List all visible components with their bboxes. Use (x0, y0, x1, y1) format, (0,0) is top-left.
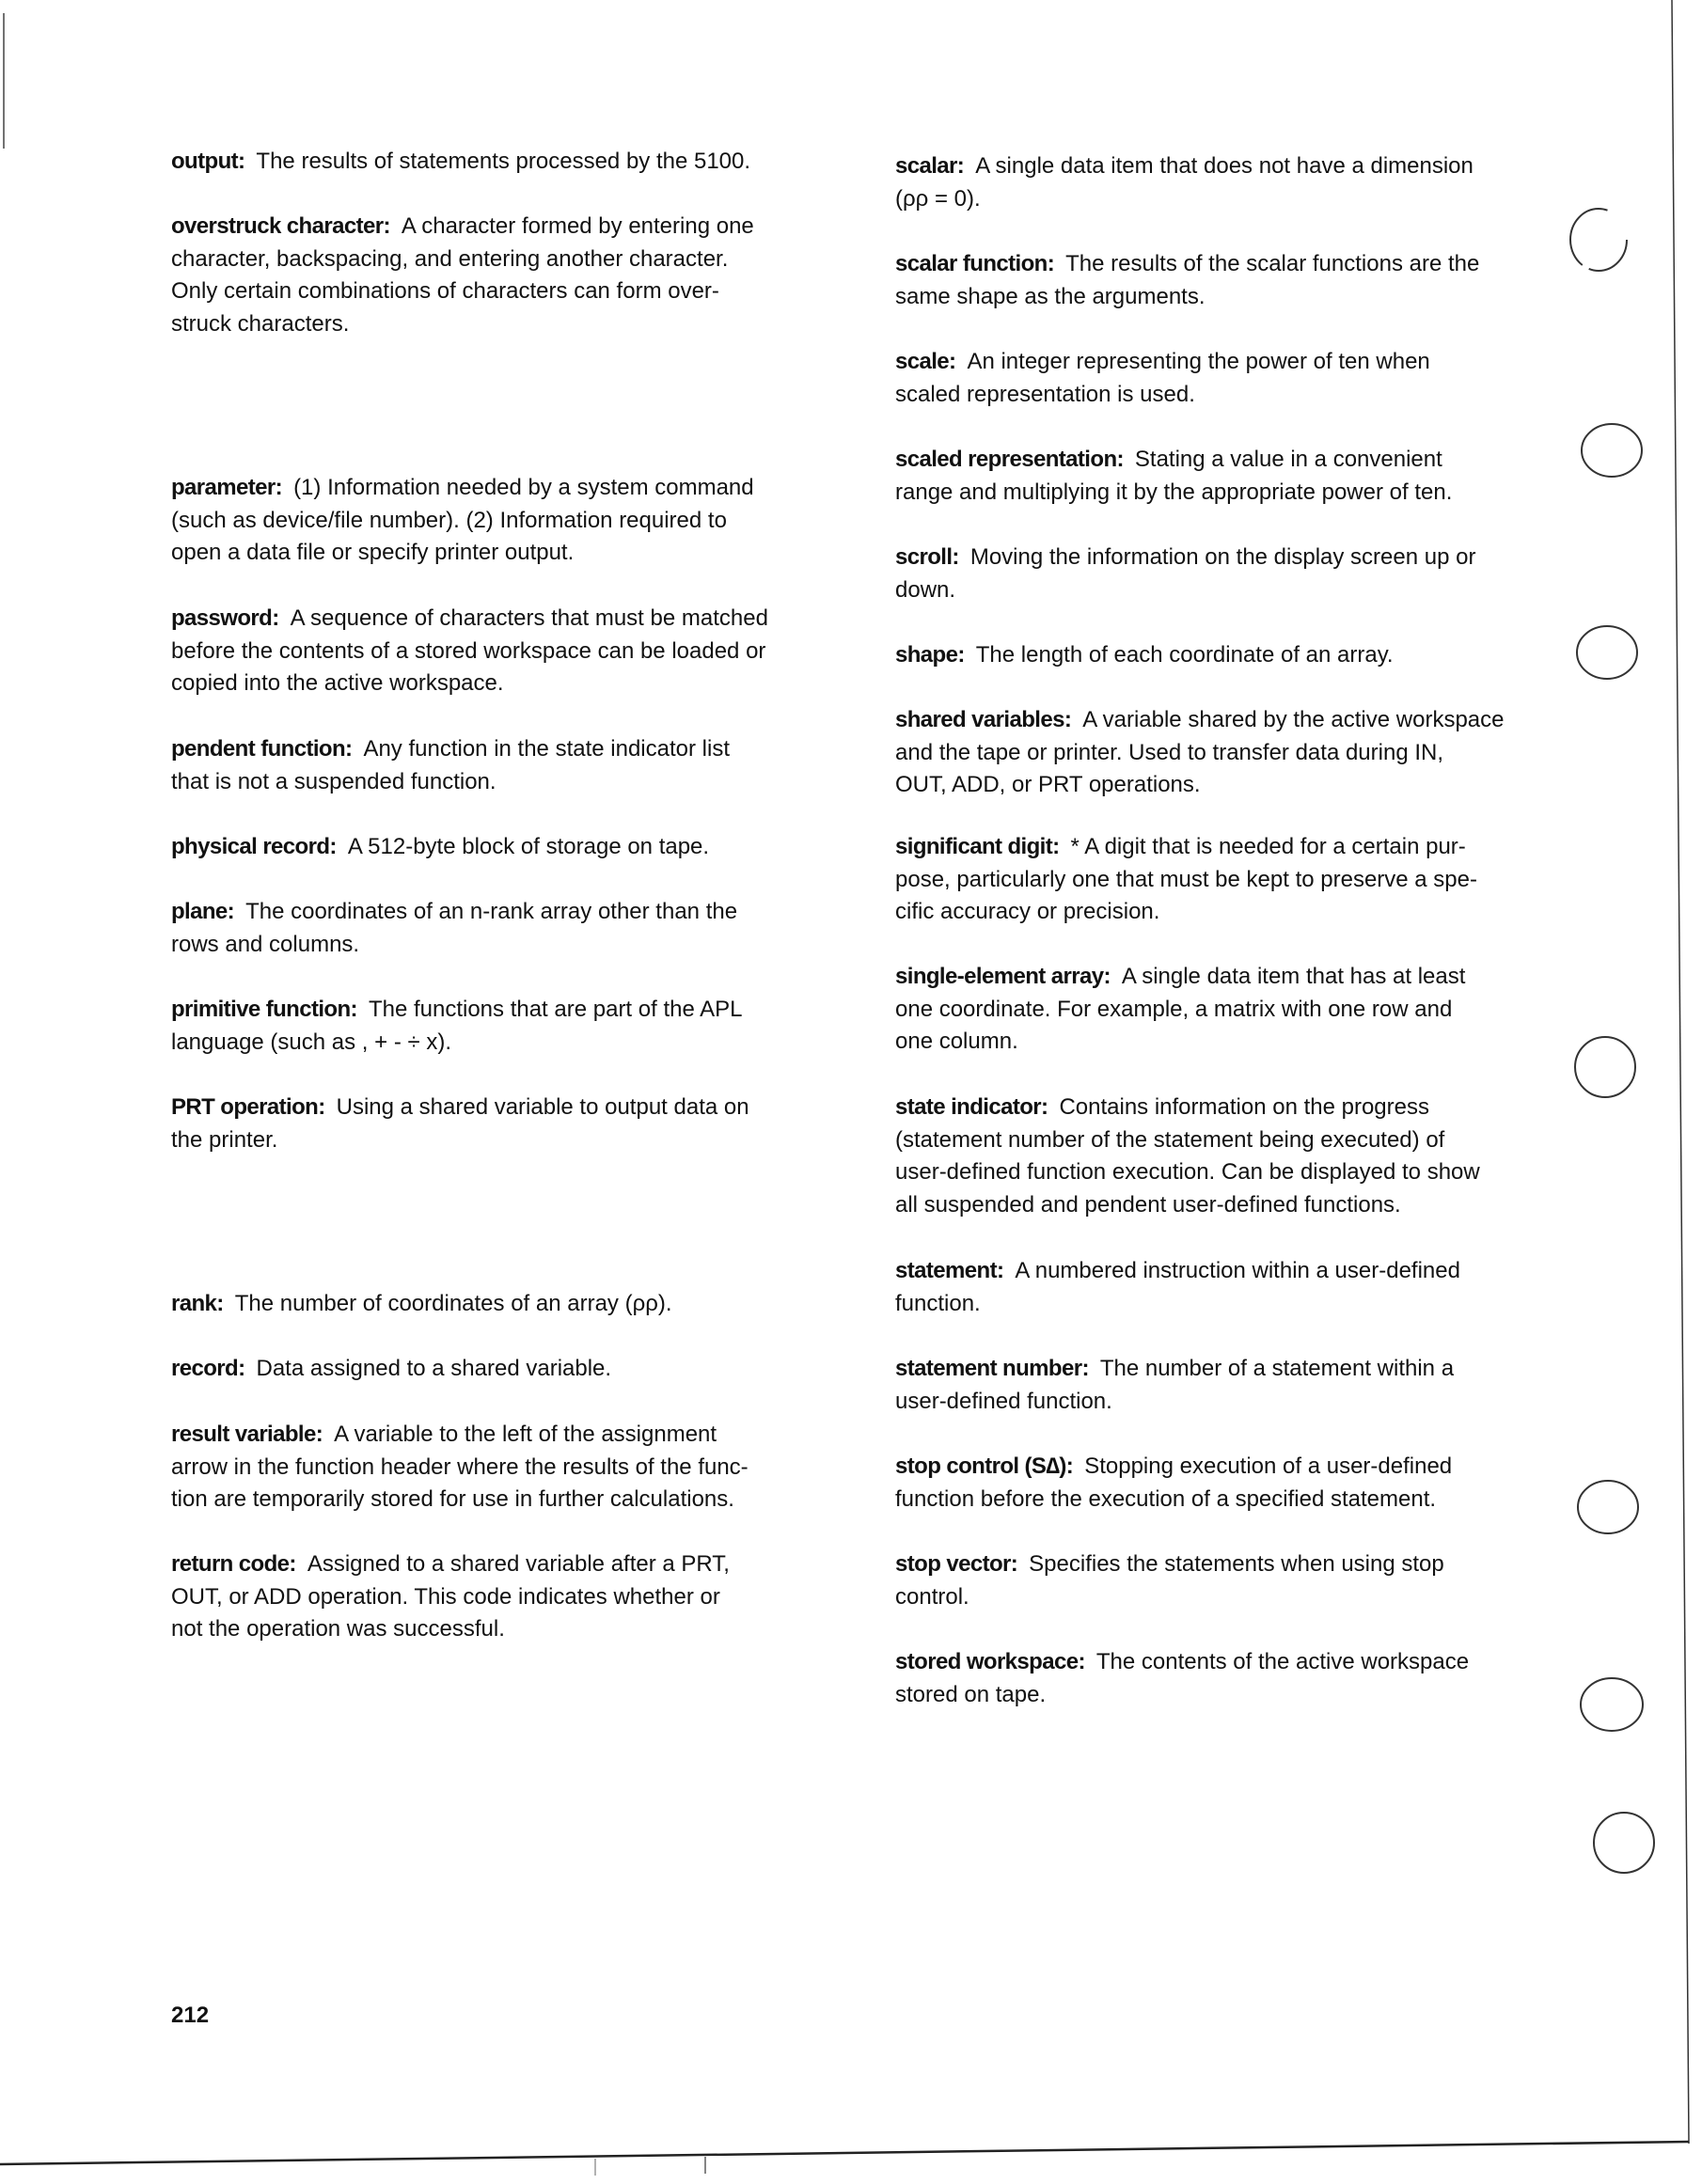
definition-text: Assigned to a shared variable after a PRT, (307, 1551, 730, 1577)
definition-line (171, 146, 750, 179)
glossary-term: output: (171, 149, 245, 174)
definition-line (895, 248, 1479, 281)
definition-line (895, 379, 1430, 412)
binder-hole-icon (1581, 1678, 1643, 1731)
definition-line (171, 1452, 749, 1485)
definition-text: The number of coordinates of an array (ρρ). (234, 1291, 672, 1316)
definition-line (895, 864, 1477, 897)
definition-text: Moving the information on the display screen up or (969, 544, 1476, 570)
definition-text: The number of a statement within a (1099, 1356, 1455, 1381)
definition-text: A numbered instruction within a user-defined (1015, 1258, 1460, 1283)
definition-text: The contents of the active workspace (1095, 1649, 1470, 1674)
definition-line (895, 150, 1473, 183)
glossary-entry (171, 1419, 749, 1516)
definition-text: A variable to the left of the assignment (334, 1422, 717, 1447)
definition-line (171, 831, 709, 864)
definition-text: function. (895, 1290, 981, 1316)
glossary-entry (171, 1092, 749, 1156)
glossary-entry (895, 1646, 1469, 1711)
glossary-term: plane: (171, 899, 235, 924)
definition-line (895, 1484, 1452, 1516)
definition-text: open a data file or specify printer output. (171, 540, 575, 566)
binder-holes (1570, 209, 1654, 1873)
definition-line (895, 1092, 1480, 1124)
definition-line (895, 1679, 1469, 1712)
definition-text: (such as device/file number). (2) Information required to (171, 507, 727, 533)
definition-line (895, 1581, 1444, 1614)
glossary-term: shape: (895, 642, 965, 668)
definition-text: rows and columns. (171, 931, 360, 957)
definition-line (171, 1027, 743, 1060)
glossary-entry (171, 146, 750, 179)
definition-text: range and multiplying it by the appropriate power of ten. (895, 479, 1453, 505)
definition-text: pose, particularly one that must be kept to preserve a spe- (895, 866, 1477, 892)
definition-line (171, 994, 743, 1027)
definition-line (895, 961, 1465, 994)
glossary-entry (171, 472, 754, 570)
definition-line (895, 542, 1475, 574)
definition-line (171, 211, 754, 244)
definition-text: scaled representation is used. (895, 381, 1195, 407)
definition-line (171, 1124, 749, 1157)
glossary-entry (895, 150, 1473, 215)
definition-line (895, 639, 1394, 672)
glossary-entry (895, 1092, 1480, 1222)
definition-text: language (such as , + - ÷ x). (171, 1029, 451, 1055)
glossary-entry (171, 896, 737, 961)
definition-text: function before the execution of a specified statement. (895, 1485, 1437, 1512)
definition-text: A character formed by entering one (401, 213, 754, 239)
glossary-entry (895, 1255, 1460, 1320)
glossary-entry (171, 1353, 611, 1386)
glossary-entry (171, 1548, 730, 1646)
glossary-term: result variable: (171, 1422, 323, 1447)
definition-line (171, 636, 768, 668)
glossary-entry (895, 704, 1505, 802)
definition-text: tion are temporarily stored for use in further calculations. (171, 1486, 734, 1513)
binder-hole-icon (1575, 1037, 1635, 1097)
definition-line (171, 896, 737, 929)
definition-text: character, backspacing, and entering another character. (171, 245, 729, 272)
binder-hole-icon (1570, 209, 1627, 271)
definition-text: The length of each coordinate of an array. (975, 642, 1394, 668)
glossary-term: scaled representation: (895, 447, 1124, 472)
glossary-term: single-element array: (895, 964, 1111, 989)
glossary-entry (895, 831, 1477, 929)
definition-text: (statement number of the statement being executed) of (895, 1126, 1445, 1153)
glossary-term: state indicator: (895, 1094, 1048, 1120)
glossary-entry (171, 1288, 672, 1321)
definition-line (895, 1255, 1460, 1288)
definition-text: Specifies the statements when using stop (1029, 1551, 1444, 1577)
definition-line (171, 1092, 749, 1124)
definition-line (895, 1288, 1460, 1321)
definition-line (895, 183, 1473, 216)
definition-text: stored on tape. (895, 1681, 1047, 1707)
definition-text: Stating a value in a convenient (1134, 447, 1442, 472)
definition-line (895, 444, 1452, 477)
definition-text: down. (895, 576, 956, 603)
definition-line (895, 1548, 1444, 1581)
definition-text: OUT, ADD, or PRT operations. (895, 772, 1201, 798)
definition-line (171, 668, 768, 700)
glossary-entry (895, 1548, 1444, 1613)
definition-line (171, 1288, 672, 1321)
glossary-term: physical record: (171, 834, 337, 859)
glossary-term: stop vector: (895, 1551, 1018, 1577)
definition-text: The functions that are part of the APL (368, 997, 743, 1022)
glossary-term: scalar function: (895, 251, 1055, 276)
definition-line (895, 1646, 1469, 1679)
bottom-page-edge (0, 2142, 1689, 2164)
definition-text: A 512-byte block of storage on tape. (347, 834, 710, 859)
glossary-term: overstruck character: (171, 213, 390, 239)
definition-line (895, 1353, 1454, 1386)
definition-line (895, 1189, 1480, 1222)
glossary-term: shared variables: (895, 707, 1072, 732)
definition-line (171, 1581, 730, 1614)
definition-line (171, 275, 754, 308)
definition-line (895, 1026, 1465, 1059)
definition-line (895, 1386, 1454, 1419)
definition-text: before the contents of a stored workspace can be loaded or (171, 637, 766, 664)
definition-line (171, 308, 754, 341)
definition-text: Using a shared variable to output data on (336, 1094, 749, 1120)
definition-text: copied into the active workspace. (171, 670, 504, 697)
definition-line (895, 737, 1505, 770)
definition-text: one column. (895, 1029, 1018, 1055)
definition-text: * A digit that is needed for a certain pur- (1070, 834, 1466, 859)
definition-line (171, 1548, 730, 1581)
definition-text: not the operation was successful. (171, 1616, 505, 1642)
definition-text: and the tape or printer. Used to transfer data during IN, (895, 739, 1444, 765)
definition-line (171, 733, 730, 766)
glossary-term: pendent function: (171, 736, 353, 762)
glossary-entry (171, 733, 730, 798)
definition-text: The results of statements processed by the 5100. (256, 149, 751, 174)
glossary-entry (171, 831, 709, 864)
definition-text: Data assigned to a shared variable. (256, 1356, 612, 1381)
glossary-entry (171, 603, 768, 700)
definition-line (895, 574, 1475, 607)
definition-line (171, 1419, 749, 1452)
glossary-entry (895, 1353, 1454, 1418)
definition-line (895, 831, 1477, 864)
glossary-entry (895, 961, 1465, 1059)
definition-line (171, 537, 754, 570)
definition-text: one coordinate. For example, a matrix with one row and (895, 996, 1453, 1022)
right-page-edge (1672, 0, 1689, 2144)
definition-text: Stopping execution of a user-defined (1084, 1453, 1453, 1479)
glossary-term: scalar: (895, 153, 965, 179)
glossary-term: scale: (895, 349, 956, 374)
definition-line (171, 1484, 749, 1516)
definition-line (895, 896, 1477, 929)
glossary-term: record: (171, 1356, 245, 1381)
glossary-term: significant digit: (895, 834, 1060, 859)
definition-line (171, 244, 754, 276)
definition-line (171, 766, 730, 799)
binder-hole-icon (1577, 626, 1637, 679)
definition-text: user-defined function execution. Can be displayed to show (895, 1159, 1480, 1186)
glossary-term: PRT operation: (171, 1094, 325, 1120)
definition-line (895, 1156, 1480, 1189)
definition-text: A variable shared by the active workspace (1082, 707, 1505, 732)
glossary-term: parameter: (171, 475, 283, 500)
definition-text: The coordinates of an n-rank array other than the (245, 899, 738, 924)
definition-line (171, 472, 754, 505)
definition-text: the printer. (171, 1126, 278, 1153)
glossary-entry (171, 994, 743, 1059)
glossary-term: return code: (171, 1551, 296, 1577)
definition-text: all suspended and pendent user-defined functions. (895, 1192, 1401, 1218)
definition-text: A single data item that does not have a dimension (975, 153, 1473, 179)
definition-text: same shape as the arguments. (895, 283, 1206, 309)
definition-line (895, 477, 1452, 510)
definition-line (171, 603, 768, 636)
binder-hole-icon (1582, 424, 1642, 477)
definition-text: Any function in the state indicator list (363, 736, 730, 762)
glossary-term: stored workspace: (895, 1649, 1085, 1674)
definition-text: Contains information on the progress (1059, 1094, 1429, 1120)
definition-text: that is not a suspended function. (171, 768, 496, 794)
binder-hole-icon (1578, 1481, 1638, 1533)
definition-text: struck characters. (171, 311, 350, 338)
binder-hole-icon (1594, 1813, 1654, 1873)
glossary-entry (895, 639, 1394, 672)
definition-text: Only certain combinations of characters can form over- (171, 278, 719, 305)
glossary-term: statement: (895, 1258, 1004, 1283)
definition-text: control. (895, 1583, 969, 1610)
definition-text: user-defined function. (895, 1388, 1112, 1414)
glossary-term: statement number: (895, 1356, 1089, 1381)
glossary-term: primitive function: (171, 997, 357, 1022)
definition-text: The results of the scalar functions are the (1065, 251, 1480, 276)
glossary-term: rank: (171, 1291, 224, 1316)
definition-line (171, 1353, 611, 1386)
definition-line (895, 1451, 1452, 1484)
definition-text: arrow in the function header where the results of the func- (171, 1453, 749, 1480)
definition-line (171, 929, 737, 962)
definition-text: (ρρ = 0). (895, 185, 981, 212)
definition-line (895, 281, 1479, 314)
glossary-entry (895, 346, 1430, 411)
glossary-term: password: (171, 605, 279, 631)
definition-line (895, 346, 1430, 379)
definition-text: A sequence of characters that must be matched (290, 605, 768, 631)
glossary-entry (895, 542, 1475, 606)
definition-line (171, 1613, 730, 1646)
definition-text: A single data item that has at least (1121, 964, 1466, 989)
page-number: 212 (171, 2003, 210, 2028)
definition-line (895, 994, 1465, 1027)
glossary-term: scroll: (895, 544, 959, 570)
definition-text: An integer representing the power of ten when (967, 349, 1430, 374)
glossary-entry (171, 211, 754, 341)
definition-text: (1) Information needed by a system command (293, 475, 754, 500)
glossary-entry (895, 248, 1479, 313)
definition-line (895, 1124, 1480, 1157)
glossary-entry (895, 444, 1452, 509)
definition-text: cific accuracy or precision. (895, 899, 1160, 925)
glossary-term: stop control (S∆): (895, 1453, 1074, 1479)
glossary-entry (895, 1451, 1452, 1516)
definition-line (895, 769, 1505, 802)
definition-line (895, 704, 1505, 737)
definition-line (171, 505, 754, 538)
definition-text: OUT, or ADD operation. This code indicates whether or (171, 1583, 720, 1610)
